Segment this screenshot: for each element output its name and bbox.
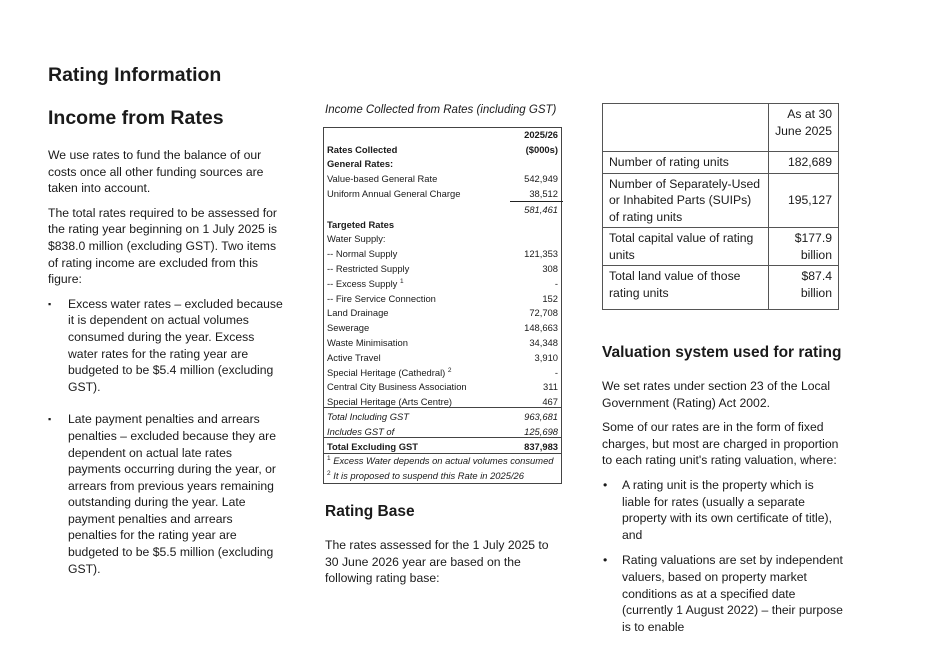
row-value: 195,127	[769, 173, 839, 228]
table-row	[603, 228, 839, 266]
row-value: 148,663	[524, 322, 558, 334]
table-row	[325, 291, 563, 306]
list-item-text: Excess water rates – excluded because it is dependent on actual volumes consumed during the year. Excess water rates for the rating year are budgeted to be $5.4 million (excluding GST).	[68, 296, 283, 394]
table-row	[325, 394, 563, 409]
table-row	[325, 276, 563, 291]
row-value: 152	[542, 292, 558, 304]
page-title: Rating Information	[48, 64, 222, 86]
list-item-text: A rating unit is the property which is liable for rates (usually a separate property with its own certificate of title), and	[622, 477, 832, 542]
general-subtotal: 581,461	[524, 203, 558, 215]
row-value: $87.4 billion	[769, 266, 839, 310]
table-row	[325, 306, 563, 321]
column-header: As at 30 June 2025	[769, 104, 839, 152]
year-header: 2025/26	[524, 128, 558, 140]
gst-label: Includes GST of	[327, 425, 395, 437]
list-item	[602, 552, 844, 635]
row-value: 38,512	[510, 186, 563, 201]
row-value: $177.9 billion	[769, 228, 839, 266]
row-value: 467	[542, 396, 558, 408]
list-item-text: Rating valuations are set by independent valuers, based on property market conditions as at a specified date (currently 1 August 2022) – their purpose is to enable	[622, 553, 843, 634]
gst-value: 125,698	[524, 425, 558, 437]
total-excl-label: Total Excluding GST	[327, 440, 418, 452]
row-value: 72,708	[529, 307, 558, 319]
footnote-ref: 1	[399, 277, 404, 285]
income-para-1: We use rates to fund the balance of our costs once all other funding sources are taken into account.	[48, 148, 264, 196]
row-label: Waste Minimisation	[327, 337, 408, 349]
row-label: -- Excess Supply	[327, 277, 398, 289]
unit-header: ($000s)	[525, 143, 558, 155]
rating-base-table	[602, 103, 839, 310]
valuation-para-2: Some of our rates are in the form of fixed charges, but most are charged in proportion to each rating unit's rating valuation, where:	[602, 420, 839, 468]
table-row	[603, 152, 839, 174]
rates-collected-table	[325, 127, 563, 483]
table-row	[325, 350, 563, 365]
footnote-ref: 2	[447, 366, 452, 374]
table-row	[325, 157, 563, 172]
row-label: Total land value of those rating units	[603, 266, 769, 310]
row-label: Total capital value of rating units	[603, 228, 769, 266]
list-item	[48, 296, 284, 396]
table-row	[603, 173, 839, 228]
table-row	[325, 380, 563, 395]
table-row	[325, 186, 563, 201]
list-item-text: Late payment penalties and arrears penalties – excluded because they are dependent on actual late rates payments occurring during the year, or arrears from previous years remaining outstanding during the year. Late payment penalties and arrears penalties for the rating year are budgeted to be $5.5 million (excluding GST).	[68, 412, 277, 576]
table-row	[325, 171, 563, 186]
square-bullet-icon: ▪	[48, 298, 52, 309]
valuation-body	[602, 378, 844, 644]
row-label: -- Restricted Supply	[327, 263, 410, 275]
table-row	[325, 261, 563, 276]
row-label: Number of Separately-Used or Inhabited Parts (SUIPs) of rating units	[603, 173, 769, 228]
label-header: Rates Collected	[327, 143, 398, 155]
valuation-para-1: We set rates under section 23 of the Local Government (Rating) Act 2002.	[602, 379, 831, 410]
table-row	[325, 320, 563, 335]
valuation-heading: Valuation system used for rating	[602, 344, 842, 361]
row-label: Water Supply:	[327, 233, 386, 245]
general-rates-heading: General Rates:	[327, 158, 394, 170]
footnote-2: It is proposed to suspend this Rate in 2025/26	[333, 470, 524, 482]
exclusions-list	[48, 296, 284, 578]
income-heading: Income from Rates	[48, 107, 224, 129]
row-value: 542,949	[524, 173, 558, 185]
row-value: -	[554, 366, 558, 378]
row-value: -	[554, 277, 558, 289]
table-row	[325, 365, 563, 380]
row-value: 3,910	[534, 351, 558, 363]
table-row	[325, 127, 563, 142]
table-row	[325, 246, 563, 261]
square-bullet-icon: ▪	[48, 414, 52, 425]
rates-table-caption: Income Collected from Rates (including GST)	[325, 104, 557, 116]
row-value: 182,689	[769, 152, 839, 174]
row-label: Value-based General Rate	[327, 173, 438, 185]
income-body	[48, 147, 284, 593]
footnote-number: 2	[327, 470, 331, 478]
table-row	[603, 104, 839, 152]
list-item	[602, 477, 844, 543]
row-label: Land Drainage	[327, 307, 389, 319]
row-label: Central City Business Association	[327, 381, 467, 393]
rating-base-para: The rates assessed for the 1 July 2025 to 30 June 2026 year are based on the following rating base:	[325, 538, 549, 586]
table-row	[325, 468, 563, 483]
row-value: 308	[542, 263, 558, 275]
row-label: -- Fire Service Connection	[327, 292, 436, 304]
table-row	[325, 217, 563, 232]
table-row	[325, 142, 563, 157]
row-label: -- Normal Supply	[327, 248, 398, 260]
list-item	[48, 411, 284, 577]
row-label: Sewerage	[327, 322, 370, 334]
table-row	[325, 201, 563, 216]
bullet-icon: •	[603, 553, 608, 568]
table-row	[325, 439, 563, 454]
income-para-2: The total rates required to be assessed for the rating year beginning on 1 July 2025 is $838.0 million (excluding GST). Two items of rating income are excluded from this figure:	[48, 205, 278, 287]
footnote-1: Excess Water depends on actual volumes consumed	[333, 455, 554, 467]
row-value: 311	[543, 381, 558, 393]
footnote-number: 1	[327, 455, 331, 463]
row-label: Active Travel	[327, 351, 381, 363]
table-row	[325, 232, 563, 247]
total-incl-label: Total Including GST	[327, 411, 409, 423]
row-value: 34,348	[529, 337, 558, 349]
row-label: Special Heritage (Cathedral)	[327, 366, 446, 378]
table-row	[325, 424, 563, 439]
table-row	[603, 266, 839, 310]
total-excl-value: 837,983	[524, 440, 558, 452]
bullet-icon: •	[603, 477, 608, 492]
row-label: Number of rating units	[603, 152, 769, 174]
table-row	[325, 409, 563, 424]
row-label: Uniform Annual General Charge	[327, 188, 461, 200]
targeted-rates-heading: Targeted Rates	[327, 218, 395, 230]
total-incl-value: 963,681	[524, 411, 558, 423]
table-row	[325, 454, 563, 469]
valuation-list	[602, 477, 844, 635]
table-row	[325, 335, 563, 350]
rating-base-heading: Rating Base	[325, 503, 415, 520]
row-value: 121,353	[524, 248, 558, 260]
row-label: Special Heritage (Arts Centre)	[327, 396, 453, 408]
